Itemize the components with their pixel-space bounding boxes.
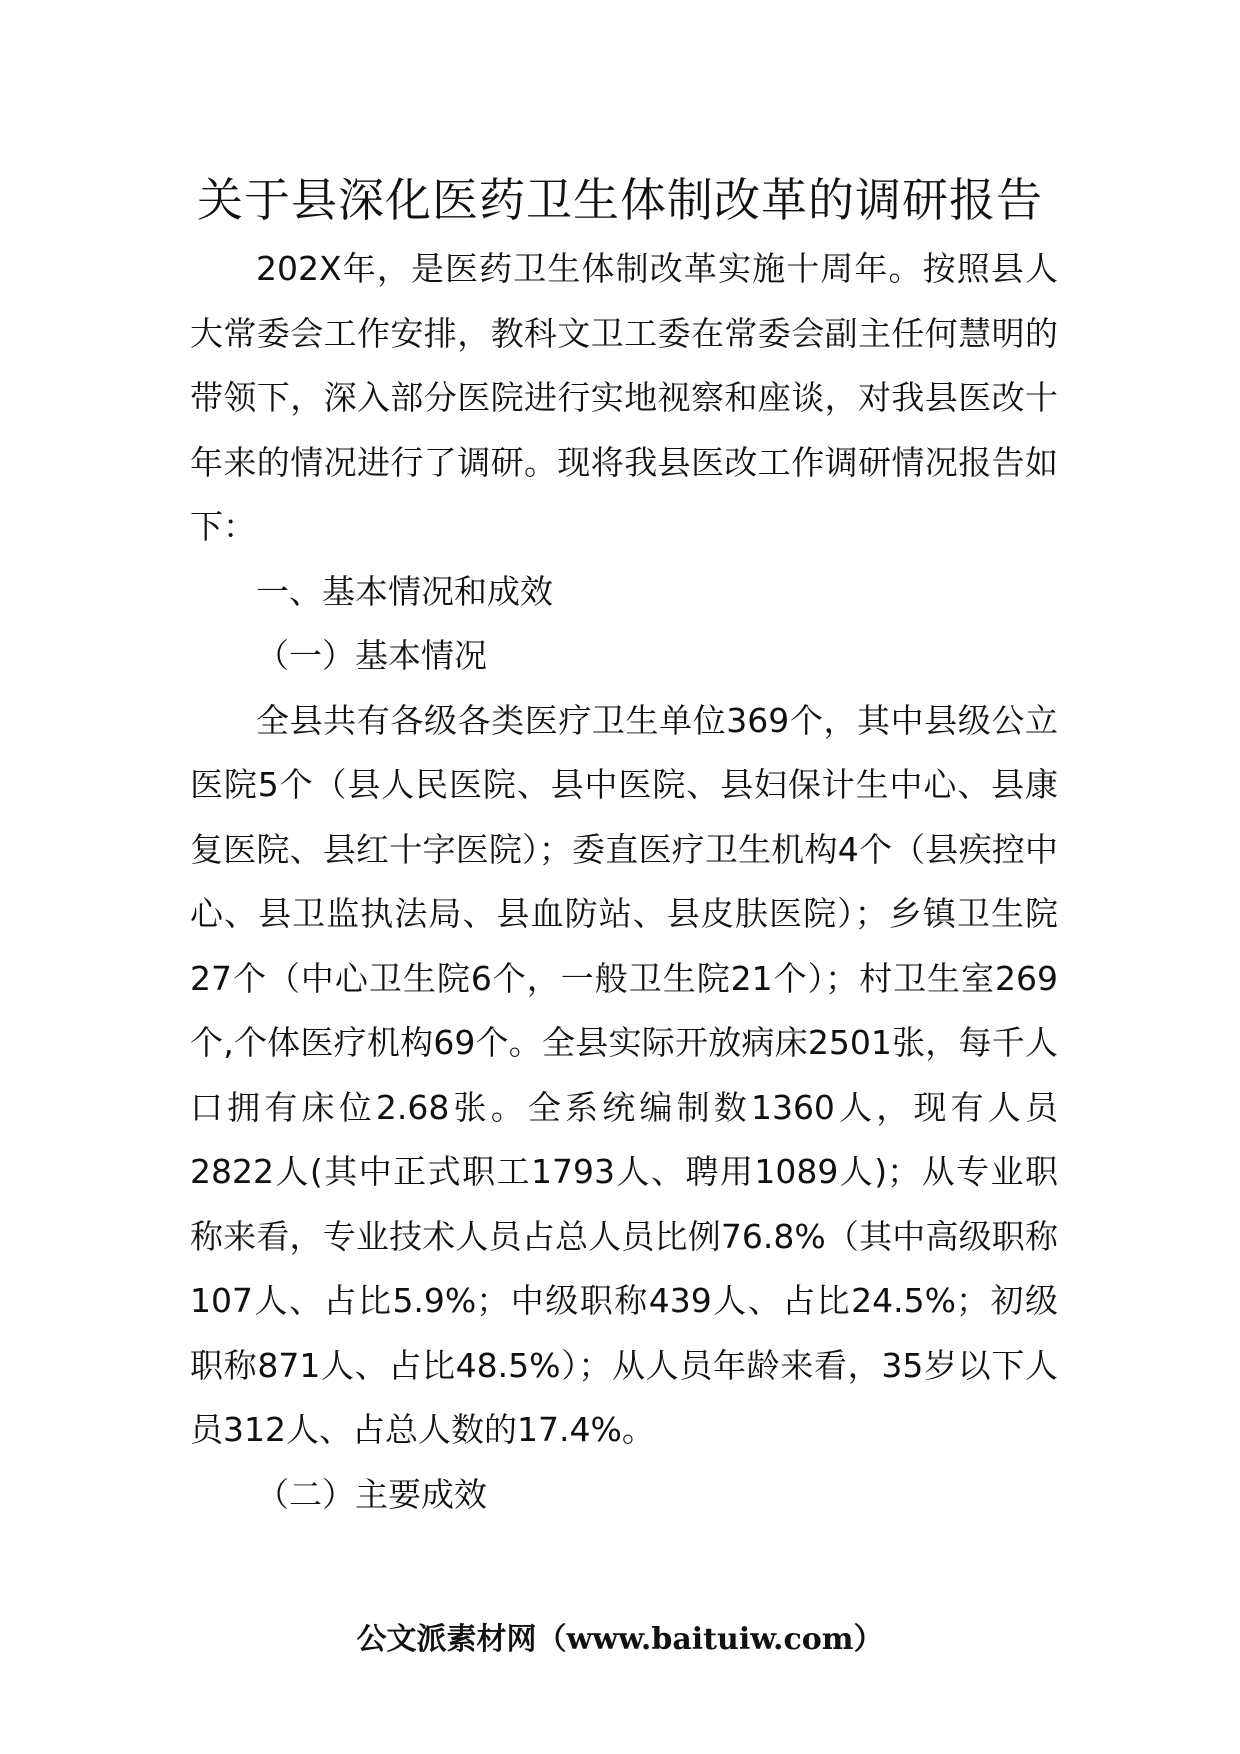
document-title: 关于县深化医药卫生体制改革的调研报告 xyxy=(197,173,1043,227)
intro-paragraph: 202X年，是医药卫生体制改革实施十周年。按照县人大常委会工作安排，教科文卫工委在常委会副主任何慧明的带领下，深入部分医院进行实地视察和座谈，对我县医改十年来的情况进行了调研。现将我县医改工作调研情况报告如下： xyxy=(190,249,1058,546)
footer-source: 公文派素材网（www.baituiw.com） xyxy=(356,1622,884,1657)
subsection-heading-results: （二）主要成效 xyxy=(256,1474,487,1514)
document-body xyxy=(190,237,1058,1527)
basic-situation-paragraph: 全县共有各级各类医疗卫生单位369个，其中县级公立医院5个（县人民医院、县中医院、县妇保计生中心、县康复医院、县红十字医院）；委直医疗卫生机构4个（县疾控中心、县卫监执法局、县血防站、县皮肤医院）；乡镇卫生院27个（中心卫生院6个，一般卫生院21个）；村卫生室269个,个体医疗机构69个。全县实际开放病床2501张，每千人口拥有床位2.68张。全系统编制数1360人，现有人员2822人(其中正式职工1793人、聘用1089人)；从专业职称来看，专业技术人员占总人员比例76.8%（其中高级职称107人、占比5.9%；中级职称439人、占比24.5%；初级职称871人、占比48.5%）；从人员年龄来看，35岁以下人员312人、占总人数的17.4%。 xyxy=(190,700,1058,1449)
section-heading-1: 一、基本情况和成效 xyxy=(256,571,553,611)
subsection-heading-basic: （一）基本情况 xyxy=(256,636,487,675)
